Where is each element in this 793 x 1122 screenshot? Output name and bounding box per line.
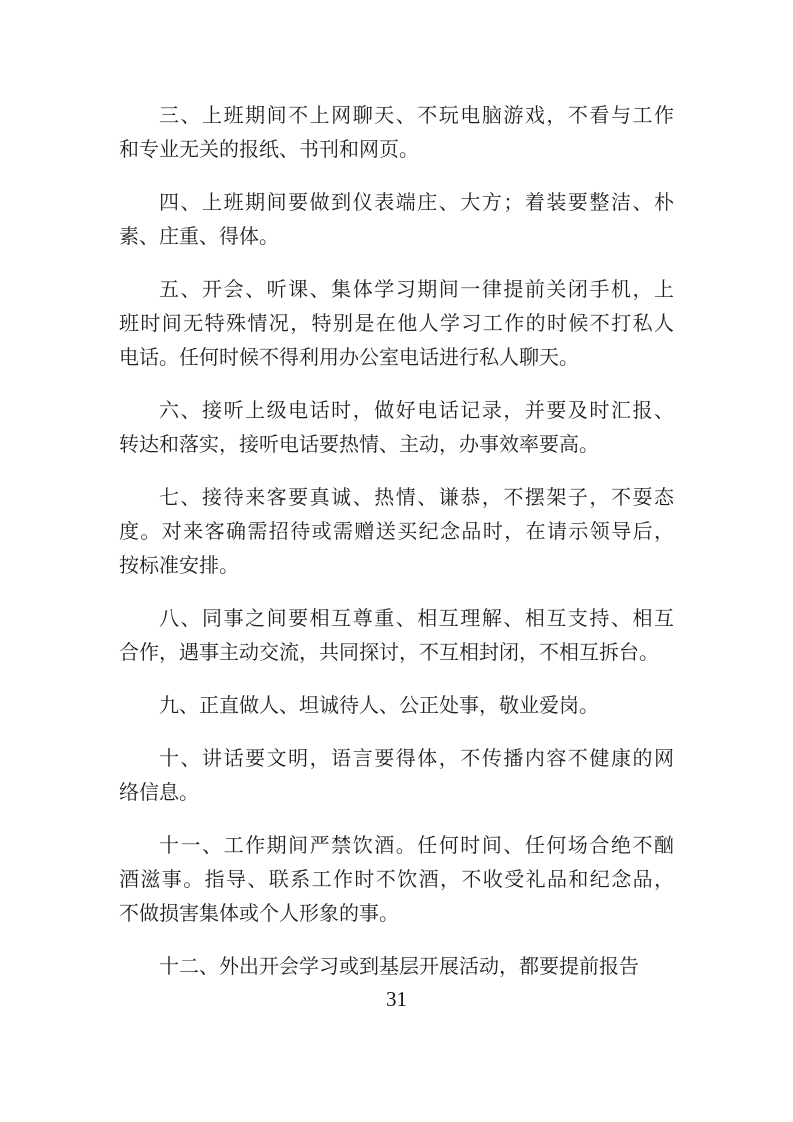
document-body (119, 99, 674, 1003)
paragraph-line: 转达和落实，接听电话要热情、主动，办事效率要高。 (119, 434, 599, 456)
paragraph-line: 班时间无特殊情况，特别是在他人学习工作的时候不打私人 (119, 313, 674, 335)
paragraph-line: 十二、外出开会学习或到基层开展活动，都要提前报告 (159, 956, 639, 978)
paragraph (119, 742, 674, 810)
paragraph (119, 394, 674, 462)
paragraph-line: 十一、工作期间严禁饮酒。任何时间、任何场合绝不酗 (159, 835, 674, 857)
paragraph-line: 不做损害集体或个人形象的事。 (119, 903, 399, 925)
paragraph-line: 和专业无关的报纸、书刊和网页。 (119, 139, 419, 161)
paragraph (119, 99, 674, 167)
paragraph (119, 602, 674, 670)
paragraph-line: 十、讲话要文明，语言要得体，不传播内容不健康的网 (159, 748, 674, 770)
paragraph-line: 按标准安排。 (119, 555, 239, 577)
paragraph (119, 950, 674, 984)
paragraph (119, 273, 674, 375)
paragraph-line: 三、上班期间不上网聊天、不玩电脑游戏，不看与工作 (159, 105, 674, 127)
paragraph-line: 八、同事之间要相互尊重、相互理解、相互支持、相互 (159, 608, 674, 630)
paragraph-line: 九、正直做人、坦诚待人、公正处事，敬业爱岗。 (159, 695, 599, 717)
paragraph (119, 481, 674, 583)
paragraph (119, 186, 674, 254)
paragraph-line: 四、上班期间要做到仪表端庄、大方；着装要整洁、朴 (159, 192, 674, 214)
paragraph-line: 度。对来客确需招待或需赠送买纪念品时，在请示领导后， (119, 521, 674, 543)
paragraph-line: 五、开会、听课、集体学习期间一律提前关闭手机，上 (159, 279, 674, 301)
page-number: 31 (386, 987, 407, 1011)
paragraph-line: 电话。任何时候不得利用办公室电话进行私人聊天。 (119, 347, 579, 369)
paragraph-line: 素、庄重、得体。 (119, 226, 279, 248)
paragraph (119, 829, 674, 931)
paragraph-line: 合作，遇事主动交流，共同探讨，不互相封闭，不相互拆台。 (119, 642, 659, 664)
paragraph-line: 酒滋事。指导、联系工作时不饮酒，不收受礼品和纪念品， (119, 869, 674, 891)
paragraph-line: 七、接待来客要真诚、热情、谦恭，不摆架子，不耍态 (159, 487, 674, 509)
paragraph-line: 络信息。 (119, 782, 199, 804)
paragraph-line: 六、接听上级电话时，做好电话记录，并要及时汇报、 (159, 400, 674, 422)
paragraph (119, 689, 674, 723)
